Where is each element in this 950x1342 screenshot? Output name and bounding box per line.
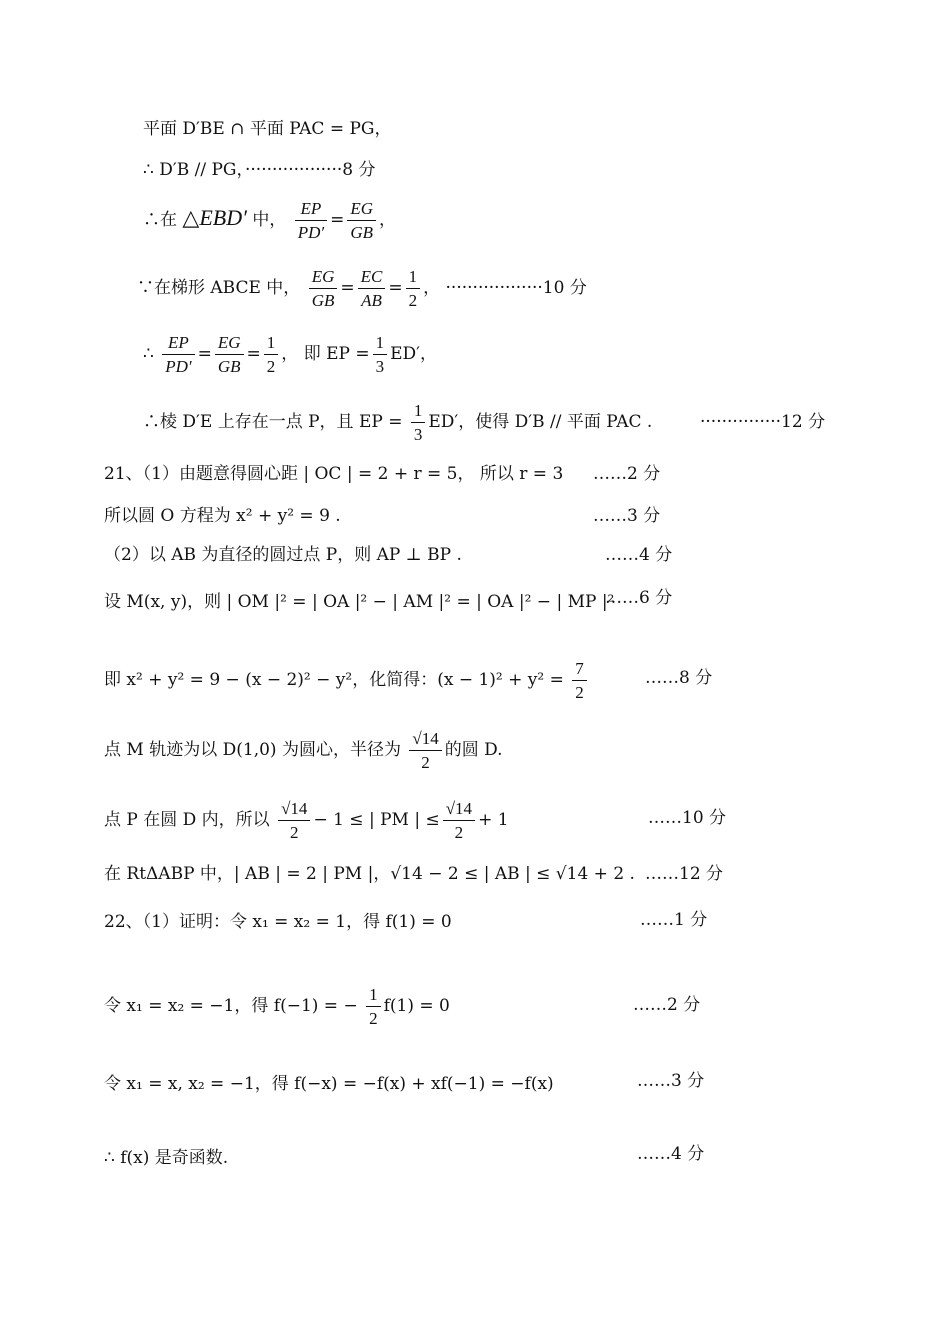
fraction: $\frac{√14}{2}$ <box>278 800 310 841</box>
line-plane-intersection: 平面 D′BE ∩ 平面 PAC = PG， <box>143 119 392 139</box>
q22-odd-step: 令 x₁ = x, x₂ = −1，得 f(−x) = −f(x) + xf(−1) = −f(x) <box>104 1074 554 1094</box>
line-trapezoid: ∵在梯形 ABCE 中， $\frac{EG}{GB}$ = $\frac{EC}{AB}$ = $\frac{1}{2}$ ， ··················10 分 <box>137 267 587 310</box>
fraction: $\frac{1}{3}$ <box>373 334 388 375</box>
line-conclusion-20: ∴棱 D′E 上存在一点 P，且 EP = $\frac{1}{3}$ ED′，使得 D′B // 平面 PAC . <box>143 401 653 444</box>
q21-locus: 点 M 轨迹为以 D(1,0) 为圆心，半径为 $\frac{√14}{2}$ 的圆 D. <box>104 729 503 772</box>
q22-odd-conclusion: ∴ f(x) 是奇函数. <box>104 1148 229 1168</box>
score: ……3 分 <box>593 506 661 526</box>
q21-pm-range: 点 P 在圆 D 内，所以 $\frac{√14}{2}$ − 1 ≤ | PM | ≤ $\frac{√14}{2}$ + 1 <box>104 799 509 842</box>
triangle-label: △EBD′ <box>182 205 247 230</box>
text: ∴棱 D′E 上存在一点 P，且 EP = <box>143 412 403 432</box>
score: ……3 分 <box>637 1071 705 1091</box>
text: 即 x² + y² = 9 − (x − 2)² − y²，化简得：(x − 1)² + y² = <box>104 670 564 690</box>
fraction: $\frac{EP}{PD'}$ <box>162 334 194 375</box>
fraction: $\frac{1}{3}$ <box>411 402 426 443</box>
fraction: $\frac{1}{2}$ <box>264 334 279 375</box>
q21-ab-range: 在 RtΔABP 中，| AB | = 2 | PM |，√14 − 2 ≤ | AB | ≤ √14 + 2 . <box>104 864 635 884</box>
score: ……10 分 <box>648 808 727 828</box>
score-12: ···············12 分 <box>700 412 826 432</box>
q22-f-minus-one: 令 x₁ = x₂ = −1，得 f(−1) = − $\frac{1}{2}$ f(1) = 0 <box>104 985 450 1028</box>
line-parallel-pg: ∴ D′B // PG，··················8 分 <box>143 160 376 180</box>
q21-circle-equation: 所以圆 O 方程为 x² + y² = 9 . <box>104 506 341 526</box>
score: ……4 分 <box>637 1144 705 1164</box>
fraction: $\frac{EG}{GB}$ <box>347 200 376 241</box>
text: ∴在 <box>143 210 177 230</box>
score: ……2 分 <box>593 464 661 484</box>
score: ……6 分 <box>605 588 673 608</box>
score: ……1 分 <box>640 910 708 930</box>
q22-part1-proof: 22、（1）证明：令 x₁ = x₂ = 1，得 f(1) = 0 <box>104 912 452 932</box>
q21-part2: （2）以 AB 为直径的圆过点 P，则 AP ⊥ BP . <box>104 545 462 565</box>
text: ∴ <box>143 344 154 364</box>
fraction: $\frac{EP}{PD'}$ <box>295 200 327 241</box>
score: ……8 分 <box>645 668 713 688</box>
score: ……2 分 <box>633 995 701 1015</box>
text: 中， <box>252 210 287 230</box>
fraction: $\frac{√14}{2}$ <box>409 730 441 771</box>
text: 令 x₁ = x₂ = −1，得 f(−1) = − <box>104 996 358 1016</box>
fraction: $\frac{1}{2}$ <box>406 268 421 309</box>
text: 点 M 轨迹为以 D(1,0) 为圆心，半径为 <box>104 740 401 760</box>
fraction: $\frac{EG}{GB}$ <box>309 268 338 309</box>
fraction: $\frac{1}{2}$ <box>366 986 381 1027</box>
q21-set-m: 设 M(x, y)，则 | OM |² = | OA |² − | AM |² = | OA |² − | MP |² <box>104 592 615 612</box>
score: ……4 分 <box>605 545 673 565</box>
fraction: $\frac{√14}{2}$ <box>443 800 475 841</box>
score: ……12 分 <box>645 864 724 884</box>
fraction: $\frac{EC}{AB}$ <box>358 268 386 309</box>
fraction: $\frac{7}{2}$ <box>572 660 587 701</box>
text: ∵在梯形 ABCE 中， <box>137 278 301 298</box>
q21-part1: 21、（1）由题意得圆心距 | OC | = 2 + r = 5， 所以 r = 3 <box>104 464 564 484</box>
line-triangle-ratio: ∴在 △EBD′ 中， $\frac{EP}{PD'}$ = $\frac{EG}{GB}$ ， <box>143 199 397 242</box>
text: 点 P 在圆 D 内，所以 <box>104 810 270 830</box>
fraction: $\frac{EG}{GB}$ <box>215 334 244 375</box>
q21-simplify <box>104 660 590 701</box>
line-ep-relation: ∴ $\frac{EP}{PD'}$ = $\frac{EG}{GB}$ = $\frac{1}{2}$ ， 即 EP = $\frac{1}{3}$ ED′， <box>143 333 438 376</box>
